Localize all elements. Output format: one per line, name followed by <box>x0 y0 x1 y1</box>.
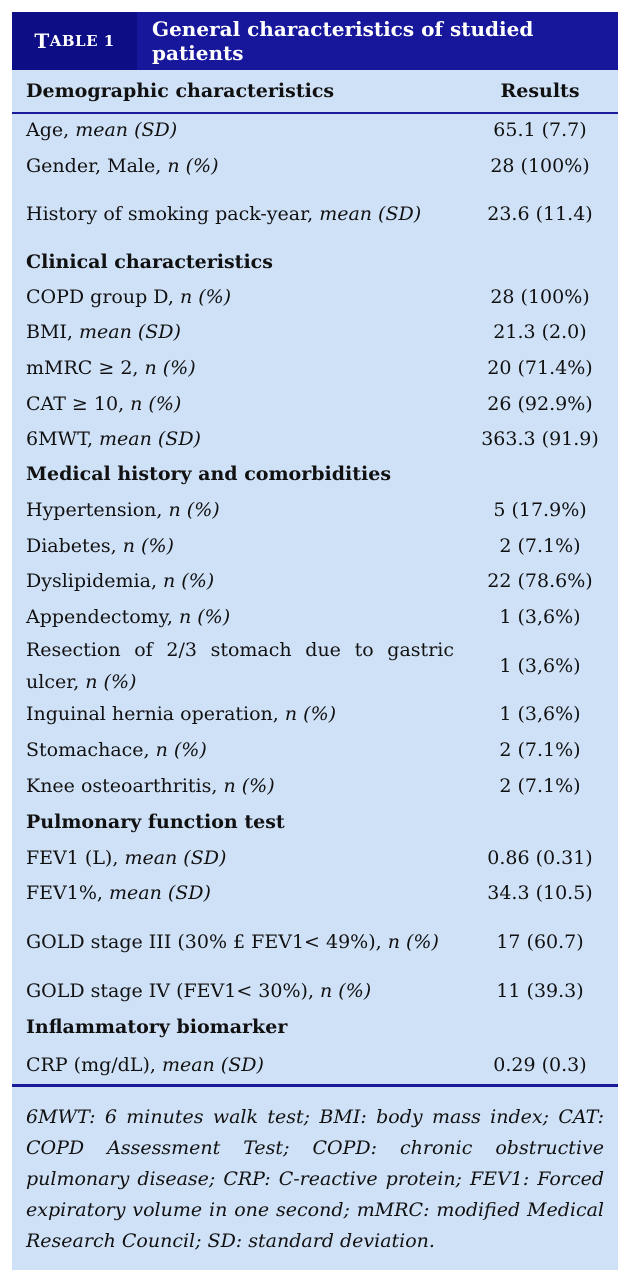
table-bottom-rule <box>12 1084 618 1087</box>
table-label: T ABLE 1 <box>12 12 137 70</box>
table-title: General characteristics of studied patients <box>152 17 534 65</box>
table-title-bar <box>12 12 618 70</box>
header-characteristics: Demographic characteristics <box>26 80 335 102</box>
table-footnote: 6MWT: 6 minutes walk test; BMI: body mass index; CAT: COPD Assessment Test; COPD: chronic obstructive pulmonary disease; CRP: C-reactive protein; FEV1: Forced expiratory volume in one second; mMRC: modified Medical Research Council; SD: standard deviation. <box>26 1106 604 1252</box>
table-header-row <box>12 70 618 114</box>
table-row: Resection of 2/3 stomach due to gastric ulcer, n (%) 1 (3,6%) <box>26 639 581 693</box>
table-frame: T ABLE 1 General characteristics of studied patients Demographic characteristics Results Age, mean (SD) 65.1 (7.7) Gender, Male, n (%) 28 (100%) History of smoking pack-year, mean (SD) 23.6 (11.4) Clinical characteristics COPD group D, n (%) 28 (100%) BMI, mean (SD) 21.3 (2.0) mMRC ≥ 2, n (%) 20 (71.4%) CAT ≥ 10, n (%) 26 (92.9%) 6MWT, mean (SD) 363.3 (91.9) Medical history and comorbidities Hypertension, n (%) 5 (17.9%) Diabetes, n (%) 2 (7.1%) Dyslipidemia, n (%) 22 (78.6%) Appendectomy, n (%) 1 (3,6%) Resection of 2/3 stomach due to gastric ulcer, n (%) 1 (3,6%) Inguinal hernia operation, n (%) 1 (3,6%) Stomachace, n (%) 2 (7.1%) Knee osteoarthritis, n (%) 2 (7.1%) Pulmonary function test FEV1 (L), mean (SD) 0.86 (0.31) FEV1%, mean (SD) 34.3 (10.5) GOLD stage III (30% £ FEV1< 49%), n (%) 17 (60.7) GOLD stage IV (FEV1< 30%), n (%) 11 (39.3) Inflammatory biomarker CRP (mg/dL), mean (SD) 0.29 (0.3) 6MWT: 6 minutes walk test; BMI: body mass index; CAT: COPD Assessment Test; COPD: chronic obstructive pulmonary disease; CRP: C-reactive protein; FEV1: Forced expiratory volume in one second; mMRC: modified Medical Research Council; SD: standard deviation. <box>12 12 618 1270</box>
header-results: Results <box>500 80 580 102</box>
